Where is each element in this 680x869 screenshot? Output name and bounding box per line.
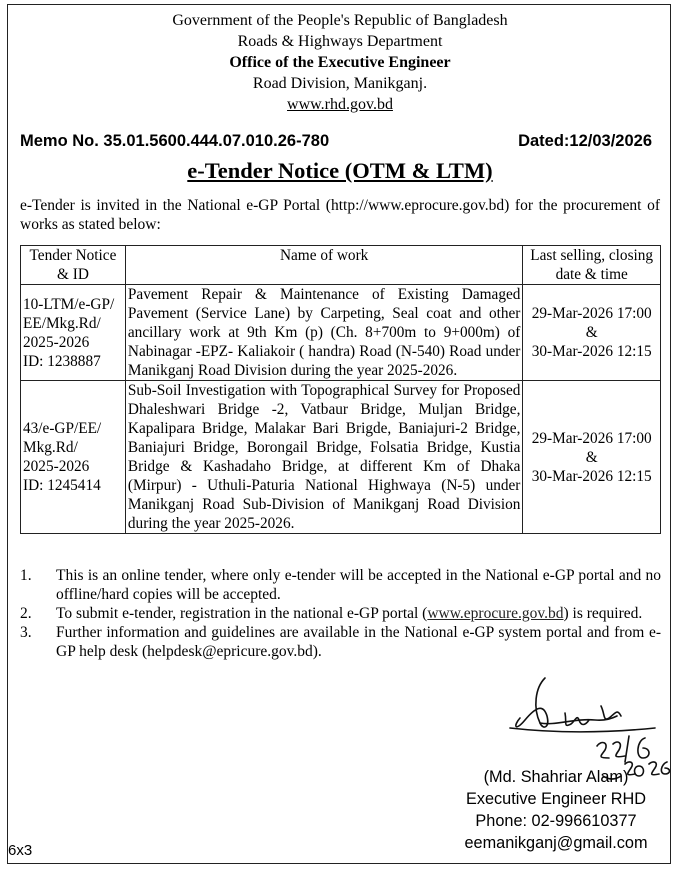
intro-paragraph: e-Tender is invited in the National e-GP Portal (http://www.eprocure.gov.bd) for the procurement of works as stated below: <box>20 197 660 233</box>
signatory-email[interactable]: eemanikganj@gmail.com <box>464 834 648 852</box>
row-work-cell: Pavement Repair & Maintenance of Existing Damaged Pavement (Service Lane) by Carpeting, Seal coat and other ancillary work at 9th Km (p) (Ch. 8+700m to 9+000m) of Nabinagar -EPZ- Kaliakoir ( handra) Road (N-540) Road under Manikganj Road Division during the year 2025-2026. <box>125 285 523 381</box>
note-number: 1. <box>20 567 32 584</box>
id-line: 10-LTM/e-GP/ <box>23 295 115 313</box>
note-text-pre: To submit e-tender, registration in the national e-GP portal ( <box>56 605 428 622</box>
id-line: 43/e-GP/EE/ <box>23 420 102 437</box>
row-date-cell <box>523 285 661 381</box>
signatory-phone: Phone: 02-996610377 <box>475 812 637 830</box>
signatory-name: (Md. Shahriar Alam) <box>483 768 629 786</box>
date-separator: & <box>585 448 598 466</box>
website-link[interactable]: www.rhd.gov.bd <box>287 96 393 113</box>
list-item <box>20 623 661 661</box>
id-line: ID: 1238887 <box>23 352 101 370</box>
office-line: Office of the Executive Engineer <box>229 54 451 71</box>
id-line: ID: 1245414 <box>23 477 101 494</box>
memo-date: Dated:12/03/2026 <box>518 132 652 150</box>
row-date-cell <box>523 381 661 534</box>
closing-date: 30-Mar-2026 12:15 <box>531 343 652 360</box>
id-line: EE/Mkg.Rd/ <box>23 314 101 332</box>
id-line: 2025-2026 <box>23 458 90 475</box>
list-item <box>20 604 661 623</box>
table-row <box>21 285 661 381</box>
signatory-designation: Executive Engineer RHD <box>465 790 647 808</box>
table-header-row <box>21 246 661 285</box>
division-line: Road Division, Manikganj. <box>252 75 428 92</box>
row-work-cell: Sub-Soil Investigation with Topographical Survey for Proposed Dhaleshwari Bridge -2, Vatbaur Bridge, Muljan Bridge, Kapalipara Bridge, Malakar Bari Brigde, Baniajuri-2 Bridge, Baniajuri Bridge, Borongail Bridge, Folsatia Bridge, Kustia Bridge & Kashadaho Bridge, at different Km of Dhaka (Mirpur) - Uthuli-Paturia National Highwaya (N-5) under Manikganj Road Sub-Division of Manikganj Road Division during the year 2025-2026. <box>125 381 523 534</box>
govt-line: Government of the People's Republic of Bangladesh <box>172 12 508 29</box>
note-number: 3. <box>20 624 32 641</box>
row-id-cell <box>21 381 126 534</box>
header-work: Name of work <box>125 246 523 285</box>
list-item <box>20 566 661 604</box>
row-id-cell <box>21 285 126 381</box>
table-row <box>21 381 661 534</box>
note-text-post: ) is required. <box>563 605 643 622</box>
department-line: Roads & Highways Department <box>237 33 443 50</box>
eprocure-link[interactable]: www.eprocure.gov.bd <box>427 605 564 622</box>
selling-date: 29-Mar-2026 17:00 <box>531 429 652 447</box>
id-line: 2025-2026 <box>23 333 90 351</box>
note-text: This is an online tender, where only e-tender will be accepted in the National e-GP portal and no offline/hard copies will be accepted. <box>56 567 661 603</box>
letterhead <box>0 10 680 115</box>
selling-date: 29-Mar-2026 17:00 <box>531 305 652 322</box>
date-separator: & <box>585 324 598 341</box>
note-text <box>56 604 661 623</box>
notes-list <box>20 566 661 661</box>
note-text: Further information and guidelines are available in the National e-GP system portal and from e-GP help desk (helpdesk@epricure.gov.bd). <box>56 624 661 660</box>
signature-block <box>440 766 672 854</box>
page-title: e-Tender Notice (OTM & LTM) <box>187 158 493 183</box>
tender-table <box>20 245 661 534</box>
header-id: Tender Notice & ID <box>21 246 126 285</box>
note-number: 2. <box>20 605 32 622</box>
header-date: Last selling, closing date & time <box>523 246 661 285</box>
closing-date: 30-Mar-2026 12:15 <box>531 467 652 485</box>
memo-number: Memo No. 35.01.5600.444.07.010.26-780 <box>20 132 330 150</box>
footer-code: 6x3 <box>8 842 33 859</box>
id-line: Mkg.Rd/ <box>23 439 78 456</box>
